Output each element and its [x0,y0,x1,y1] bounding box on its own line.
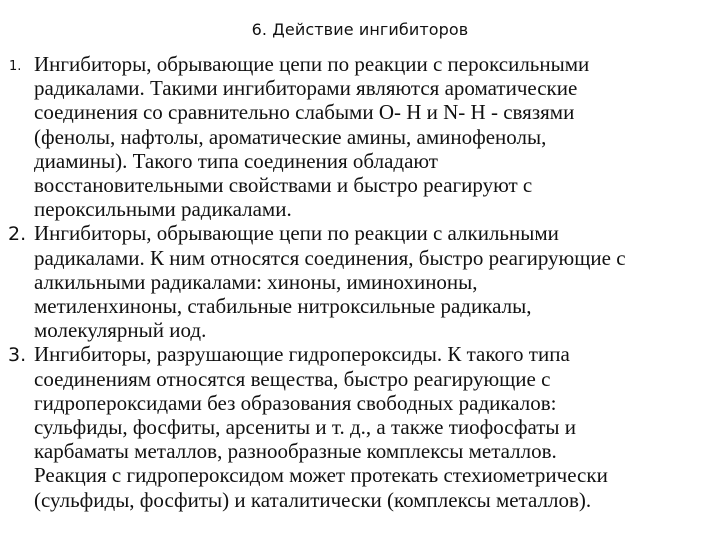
item-number: 1. [9,59,22,74]
text-line: молекулярный иод. [34,318,207,343]
inhibitor-list [8,52,714,512]
text-line: пероксильными радикалами. [34,197,292,222]
text-line: Ингибиторы, обрывающие цепи по реакции с пероксильными [34,52,590,76]
text-line: карбаматы металлов, разнообразные комплексы металлов. [34,439,557,464]
text-line: гидропероксидами без образования свободных радикалов: [34,390,557,415]
text-line: алкильными радикалами: хиноны, иминохиноны, [34,269,478,294]
item-number: 3. [8,344,27,367]
text-line: восстановительными свойствами и быстро реагируют с [34,173,533,198]
text-line: Ингибиторы, обрывающие цепи по реакции с алкильными [34,221,559,246]
list-item-3 [8,342,714,511]
text-line: сульфиды, фосфиты, арсениты и т. д., а также тиофосфаты и [34,415,577,440]
text-line: метиленхиноны, стабильные нитроксильные радикалы, [34,294,532,319]
list-item-1 [8,52,714,221]
text-line: радикалами. Такими ингибиторами являются ароматические [34,76,578,101]
text-line: соединения со сравнительно слабыми О- Н и N- H - связями [34,100,575,125]
text-line: Ингибиторы, разрушающие гидропероксиды. К такого типа [34,342,570,367]
item-number: 2. [8,223,27,246]
slide-title: 6. Действие ингибиторов [251,20,469,39]
text-line: Реакция с гидропероксидом может протекать стехиометрически [34,463,608,488]
text-line: диамины). Такого типа соединения обладают [34,148,438,173]
text-line: соединениям относятся вещества, быстро реагирующие с [34,366,551,391]
text-line: радикалами. К ним относятся соединения, быстро реагирующие с [34,245,626,270]
text-line: (сульфиды, фосфиты) и каталитически (комплексы металлов). [34,487,592,512]
text-line: (фенолы, нафтолы, ароматические амины, аминофенолы, [34,124,547,149]
list-item-2 [8,221,714,342]
